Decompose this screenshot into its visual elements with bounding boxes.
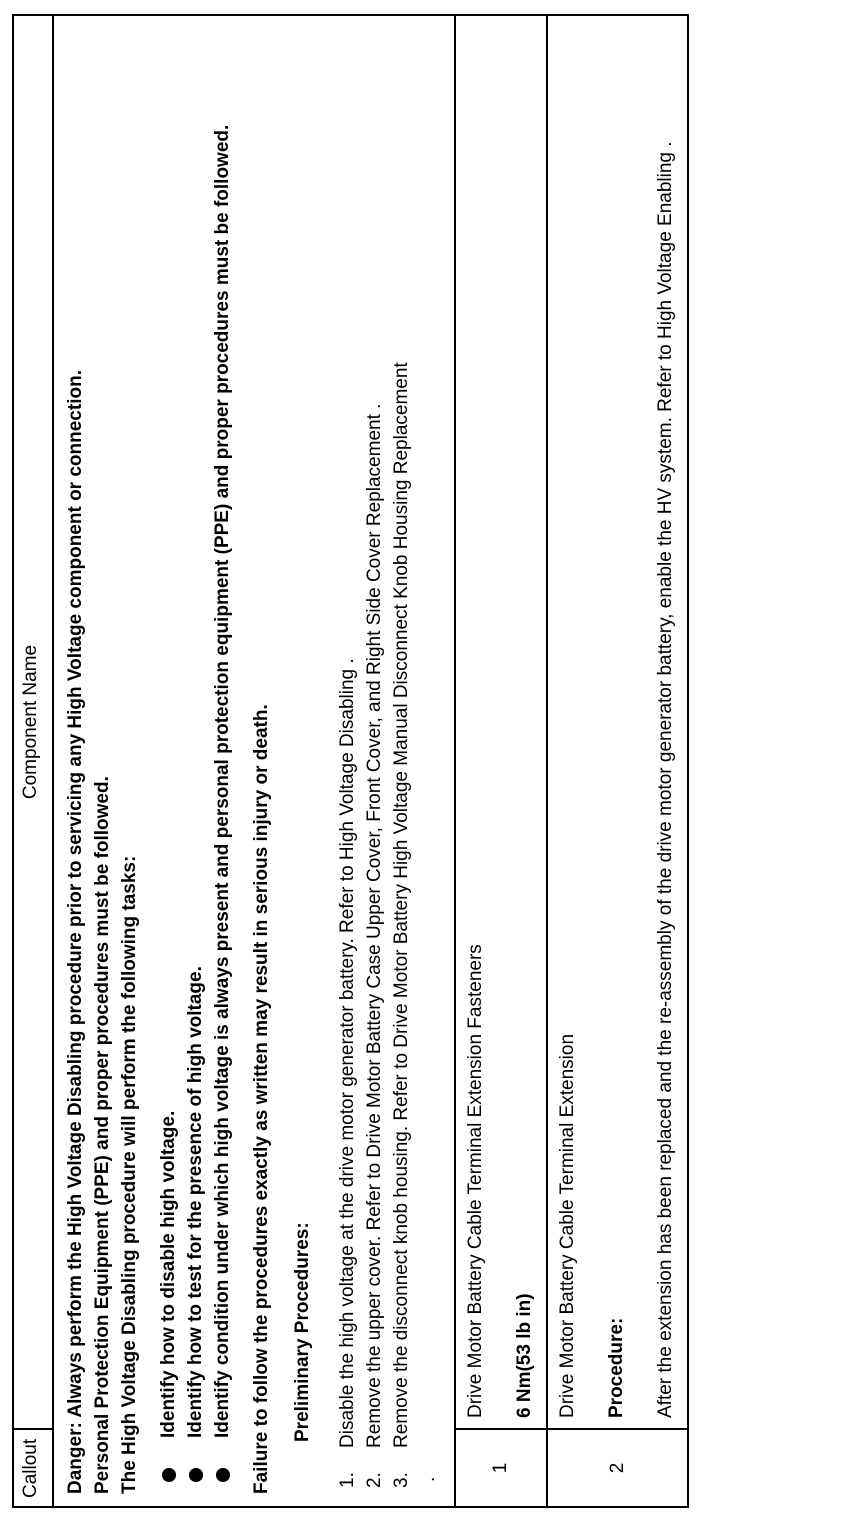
component-name: Drive Motor Battery Cable Terminal Extension Fasteners bbox=[465, 944, 486, 1418]
callout-header: Callout bbox=[13, 1429, 53, 1507]
list-item: 1. Disable the high voltage at the drive motor generator battery. Refer to High Voltage Disabling . bbox=[337, 658, 358, 1488]
procedure-text: After the extension has been replaced and the re-assembly of the drive motor generator battery, enable the HV system. Refer to High Voltage Enabling . bbox=[655, 141, 676, 1418]
table-row bbox=[547, 15, 688, 1507]
list-item: Identify how to test for the presence of high voltage. bbox=[182, 26, 209, 1494]
preliminary-steps bbox=[334, 26, 415, 1494]
preliminary-procedures-title: Preliminary Procedures: bbox=[292, 1222, 313, 1442]
danger-line-3: The High Voltage Disabling procedure will perform the following tasks: bbox=[119, 855, 140, 1494]
danger-line-2: Personal Protection Equipment (PPE) and proper procedures must be followed. bbox=[92, 776, 113, 1494]
torque-spec: 6 Nm(53 lb in) bbox=[514, 1293, 535, 1418]
component-table bbox=[12, 14, 689, 1508]
list-item: Identify condition under which high voltage is always present and personal protection equipment (PPE) and proper procedures must be followed. bbox=[209, 26, 236, 1494]
failure-warning: Failure to follow the procedures exactly as written may result in serious injury or death. bbox=[251, 704, 272, 1494]
danger-row bbox=[53, 15, 455, 1507]
procedure-title: Procedure: bbox=[606, 1317, 627, 1418]
trailing-dot: . bbox=[418, 1476, 439, 1482]
list-item: Identify how to disable high voltage. bbox=[155, 26, 182, 1494]
callout-number: 2 bbox=[547, 1429, 688, 1507]
component-name-header: Component Name bbox=[13, 15, 53, 1429]
list-item: 3. Remove the disconnect knob housing. Refer to Drive Motor Battery High Voltage Manual Disconnect Knob Housing Replacement bbox=[391, 362, 412, 1488]
header-row bbox=[13, 15, 53, 1507]
list-item: 2. Remove the upper cover. Refer to Drive Motor Battery Case Upper Cover, Front Cover, and Right Side Cover Replacement . bbox=[364, 403, 385, 1488]
bullet-icon bbox=[216, 1468, 230, 1482]
bullet-icon bbox=[189, 1468, 203, 1482]
table-row bbox=[455, 15, 547, 1507]
component-cell bbox=[455, 15, 547, 1429]
danger-cell bbox=[53, 15, 455, 1507]
component-name: Drive Motor Battery Cable Terminal Extension bbox=[557, 1033, 578, 1418]
task-list bbox=[155, 26, 236, 1494]
callout-number: 1 bbox=[455, 1429, 547, 1507]
bullet-icon bbox=[162, 1468, 176, 1482]
danger-line-1: Danger: Always perform the High Voltage Disabling procedure prior to servicing any High Voltage component or connection. bbox=[65, 370, 86, 1494]
component-cell bbox=[547, 15, 688, 1429]
